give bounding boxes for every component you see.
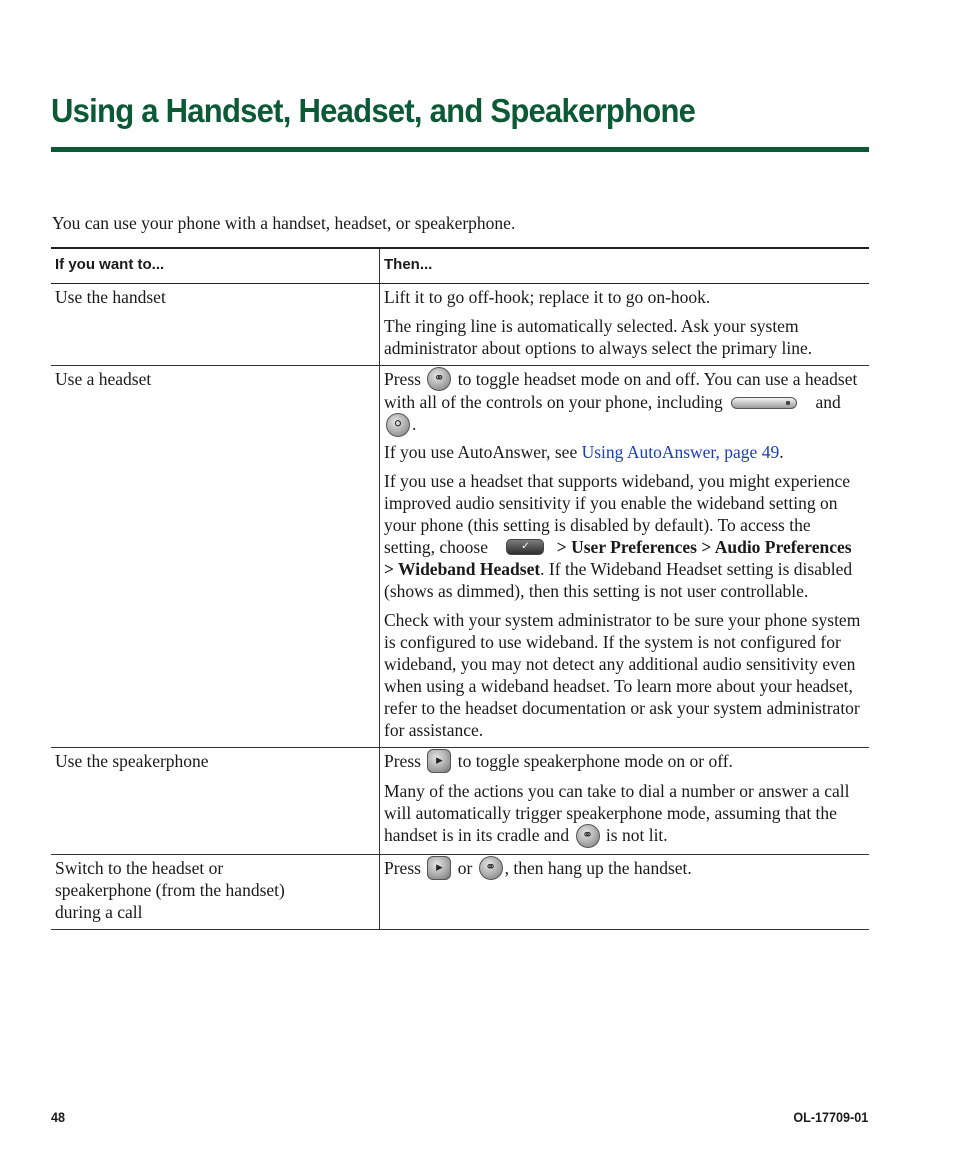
row-instructions bbox=[380, 366, 870, 748]
text-run: and bbox=[815, 392, 841, 413]
table-row bbox=[51, 747, 869, 854]
text-run: Many of the actions you can take to dial a number or answer a call will automatically trigger speakerphone mode, assuming that the handset is in its cradle and bbox=[384, 781, 850, 846]
headset-icon: ⚭ bbox=[427, 367, 451, 391]
row-instructions bbox=[380, 854, 870, 929]
text-run: . bbox=[412, 414, 417, 435]
text-run: If you use AutoAnswer, see bbox=[384, 441, 578, 462]
autoanswer-link[interactable]: Using AutoAnswer, page 49 bbox=[581, 441, 780, 462]
instruction-paragraph bbox=[384, 441, 865, 463]
instruction-paragraph: The ringing line is automatically selected. Ask your system administrator about options to always select the primary line. bbox=[384, 316, 813, 358]
text-run: . bbox=[779, 441, 784, 462]
text-run: . If the Wideband Headset setting is disabled (shows as dimmed), then this setting is not user controllable. bbox=[384, 558, 853, 601]
text-run: , then hang up the handset. bbox=[504, 857, 692, 878]
instruction-paragraph bbox=[384, 780, 865, 847]
settings-icon: ✓ bbox=[506, 539, 544, 555]
instruction-paragraph bbox=[384, 368, 865, 437]
text-run: Press bbox=[384, 369, 421, 389]
row-action: Use the speakerphone bbox=[51, 747, 380, 854]
column-header-then: Then... bbox=[380, 248, 870, 284]
title-rule bbox=[51, 147, 869, 152]
document-id: OL-17709-01 bbox=[793, 1109, 868, 1125]
instruction-paragraph bbox=[384, 470, 865, 602]
instruction-paragraph: Check with your system administrator to be sure your phone system is configured to use wideband. If the system is not configured for wideband, you may not detect any additional audio sensitivity even when using a wideband headset. To learn more about your headset, refer to the headset documentation or ask your system administrator for assistance. bbox=[384, 609, 861, 740]
table-header-row bbox=[51, 248, 869, 284]
text-run: Press bbox=[384, 750, 421, 771]
text-run: to toggle speakerphone mode on or off. bbox=[457, 750, 733, 771]
text-run: to toggle headset mode on and off. You can use a headset with all of the controls on your phone, including bbox=[384, 369, 858, 413]
instruction-paragraph bbox=[384, 750, 865, 773]
instruction-paragraph: Lift it to go off-hook; replace it to go on-hook. bbox=[384, 287, 711, 307]
phone-options-table bbox=[51, 247, 869, 930]
text-run: Press bbox=[384, 857, 421, 878]
page-title: Using a Handset, Headset, and Speakerphone bbox=[51, 92, 696, 129]
table-row bbox=[51, 854, 869, 929]
text-run: If you use a headset that supports wideband, you might experience improved audio sensitivity if you enable the wideband setting on your phone (this setting is disabled by default). To access the setting, choose bbox=[384, 470, 851, 557]
speaker-icon: ▸ bbox=[427, 749, 451, 773]
text-run: is not lit. bbox=[605, 825, 668, 846]
row-action: Use a headset bbox=[51, 366, 380, 748]
volume-bar-icon bbox=[731, 397, 797, 409]
intro-text: You can use your phone with a handset, headset, or speakerphone. bbox=[52, 213, 516, 233]
speaker-icon: ▸ bbox=[427, 856, 451, 880]
headset-icon: ⚭ bbox=[576, 824, 600, 848]
text-run: or bbox=[457, 857, 473, 878]
instruction-paragraph bbox=[384, 857, 865, 880]
table-row bbox=[51, 366, 869, 748]
row-instructions bbox=[380, 747, 870, 854]
row-action: Use the handset bbox=[51, 284, 380, 366]
mute-icon: ⚪ bbox=[386, 413, 410, 437]
row-instructions bbox=[380, 284, 870, 366]
headset-icon: ⚭ bbox=[479, 856, 503, 880]
table-row bbox=[51, 284, 869, 366]
column-header-action: If you want to... bbox=[51, 248, 380, 284]
row-action: Switch to the headset or speakerphone (from the handset) during a call bbox=[51, 854, 380, 929]
page-number: 48 bbox=[51, 1109, 66, 1125]
menu-path: > User Preferences > Audio Preferences > Wideband Headset bbox=[384, 536, 852, 579]
